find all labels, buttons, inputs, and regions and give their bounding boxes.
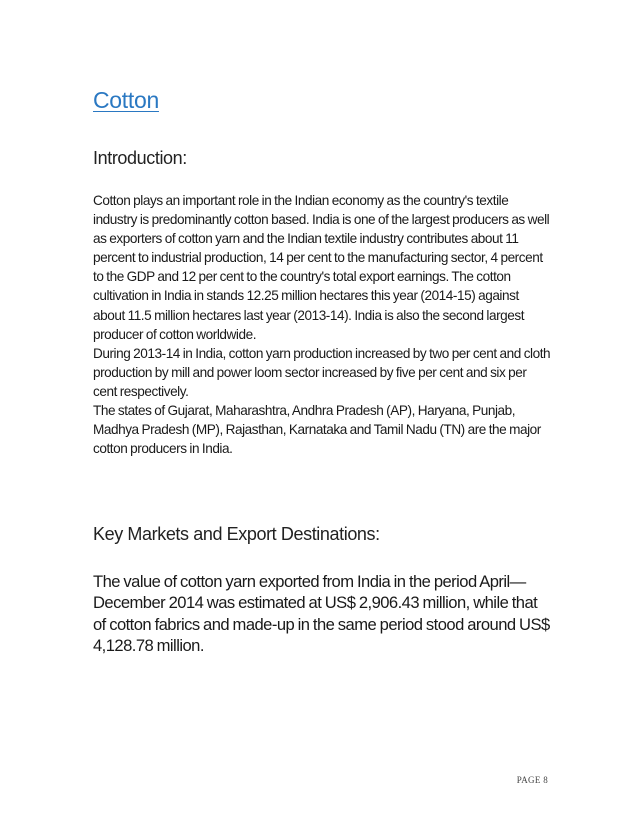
markets-heading: Key Markets and Export Destinations: (93, 524, 380, 544)
page-number: PAGE 8 (516, 775, 548, 785)
introduction-body (93, 191, 553, 458)
introduction-paragraph: The states of Gujarat, Maharashtra, Andhra Pradesh (AP), Haryana, Punjab, Madhya Pradesh (MP), Rajasthan, Karnataka and Tamil Nadu (TN) are the major cotton producers in India. (93, 403, 541, 457)
introduction-heading: Introduction: (93, 148, 187, 168)
document-title: Cotton (93, 87, 159, 113)
introduction-paragraph: During 2013-14 in India, cotton yarn production increased by two per cent and cloth production by mill and power loom sector increased by five per cent and six per cent respectively. (93, 345, 551, 399)
markets-paragraph: The value of cotton yarn exported from India in the period April—December 2014 was estimated at US$ 2,906.43 million, while that of cotton fabrics and made-up in the same period stood around US$ 4,128.78 million. (93, 572, 550, 655)
introduction-paragraph: Cotton plays an important role in the Indian economy as the country's textile industry is predominantly cotton based. India is one of the largest producers as well as exporters of cotton yarn and the Indian textile industry contributes about 11 percent to industrial production, 14 per cent to the manufacturing sector, 4 percent to the GDP and 12 per cent to the country's total export earnings. The cotton cultivation in India in stands 12.25 million hectares this year (2014-15) against about 11.5 million hectares last year (2013-14). India is also the second largest producer of cotton worldwide. (93, 193, 550, 342)
